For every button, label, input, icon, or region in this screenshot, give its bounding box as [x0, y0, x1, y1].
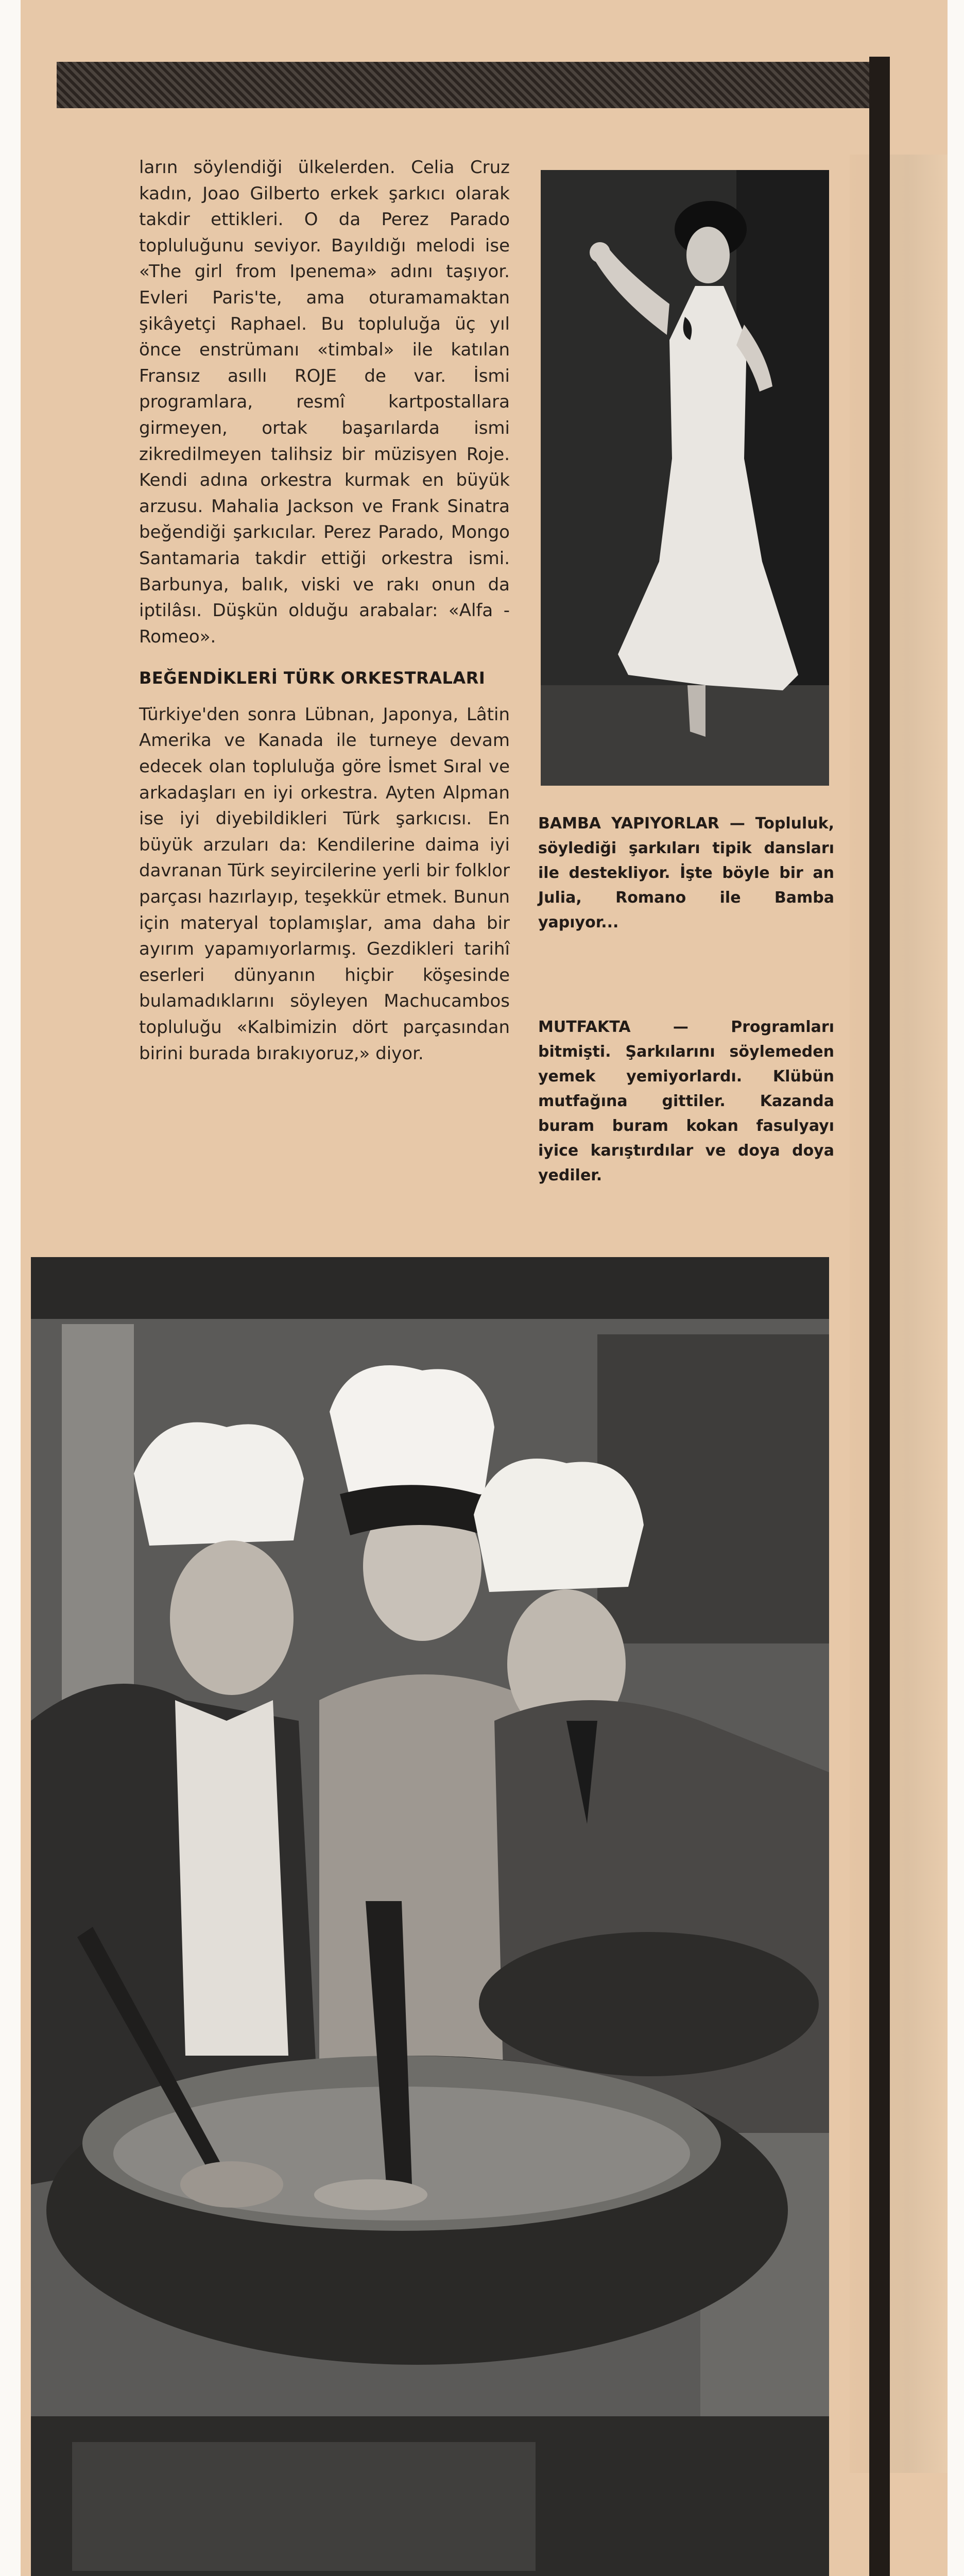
dancer-photo [541, 170, 829, 786]
caption-mutfak-heading: MUTFAKTA — [538, 1018, 688, 1036]
kitchen-photo [31, 1257, 829, 2576]
right-vertical-rule [869, 57, 890, 2576]
caption-bamba-heading: BAMBA YAPIYORLAR — [538, 815, 745, 833]
article-subhead: BEĞENDİKLERİ TÜRK ORKESTRALARI [139, 668, 486, 688]
caption-bamba-text: Topluluk, söylediği şarkıları tipik dansları ile destekliyor. İşte böyle bir an Julia, Romano ile Bamba yapıyor... [538, 815, 834, 931]
article-column [139, 155, 510, 1066]
caption-bamba [538, 811, 834, 935]
dancer-illustration [541, 170, 829, 786]
paper-bleed-through [850, 155, 948, 2473]
caption-mutfak-text: Programları bitmişti. Şarkılarını söylemeden yemek yemiyorlardı. Klübün mutfağına gittiler. Kazanda buram buram kokan fasulyayı iyice karıştırdılar ve doya doya yediler. [538, 1018, 834, 1184]
article-paragraph-2: Türkiye'den sonra Lübnan, Japonya, Lâtin Amerika ve Kanada ile turneye devam edecek olan topluluğa göre İsmet Sıral ve arkadaşları en iyi orkestra. Ayten Alpman ise iyi diyebildikleri Türk şarkıcısı. En büyük arzuları da: Kendilerine daima iyi davranan Türk seyircilerine yerli bir folklor parçası hazırlayıp, teşekkür etmek. Bunun için materyal toplamışlar, ama daha bir ayırım yapamıyorlarmış. Gezdikleri tarihî eserleri dünyanın hiçbir köşesinde bulamadıklarını söyleyen Machucambos topluluğu «Kalbimizin dört parçasından birini burada bırakıyoruz,» diyor. [139, 704, 510, 1064]
kitchen-illustration [31, 1257, 829, 2576]
top-hatched-border [57, 62, 870, 108]
article-paragraph-1: ların söylendiği ülkelerden. Celia Cruz kadın, Joao Gilberto erkek şarkıcı olarak takdir ettikleri. O da Perez Parado topluluğunu seviyor. Bayıldığı melodi ise «The girl from Ipenema» adını taşıyor. Evleri Paris'te, ama oturamamaktan şikâyetçi Raphael. Bu topluluğa üç yıl önce enstrümanı «timbal» ile katılan Fransız asıllı ROJE de var. İsmi programlara, resmî kartpostallara girmeyen, ortak başarılarda ismi zikredilmeyen talihsiz bir müzisyen Roje. Kendi adına orkestra kurmak en büyük arzusu. Mahalia Jackson ve Frank Sinatra beğendiği şarkıcılar. Perez Parado, Mongo Santamaria takdir ettiği orkestra ismi. Barbunya, balık, viski ve rakı onun da iptilâsı. Düşkün olduğu arabalar: «Alfa - Romeo». [139, 157, 510, 647]
caption-mutfak [538, 1015, 834, 1188]
